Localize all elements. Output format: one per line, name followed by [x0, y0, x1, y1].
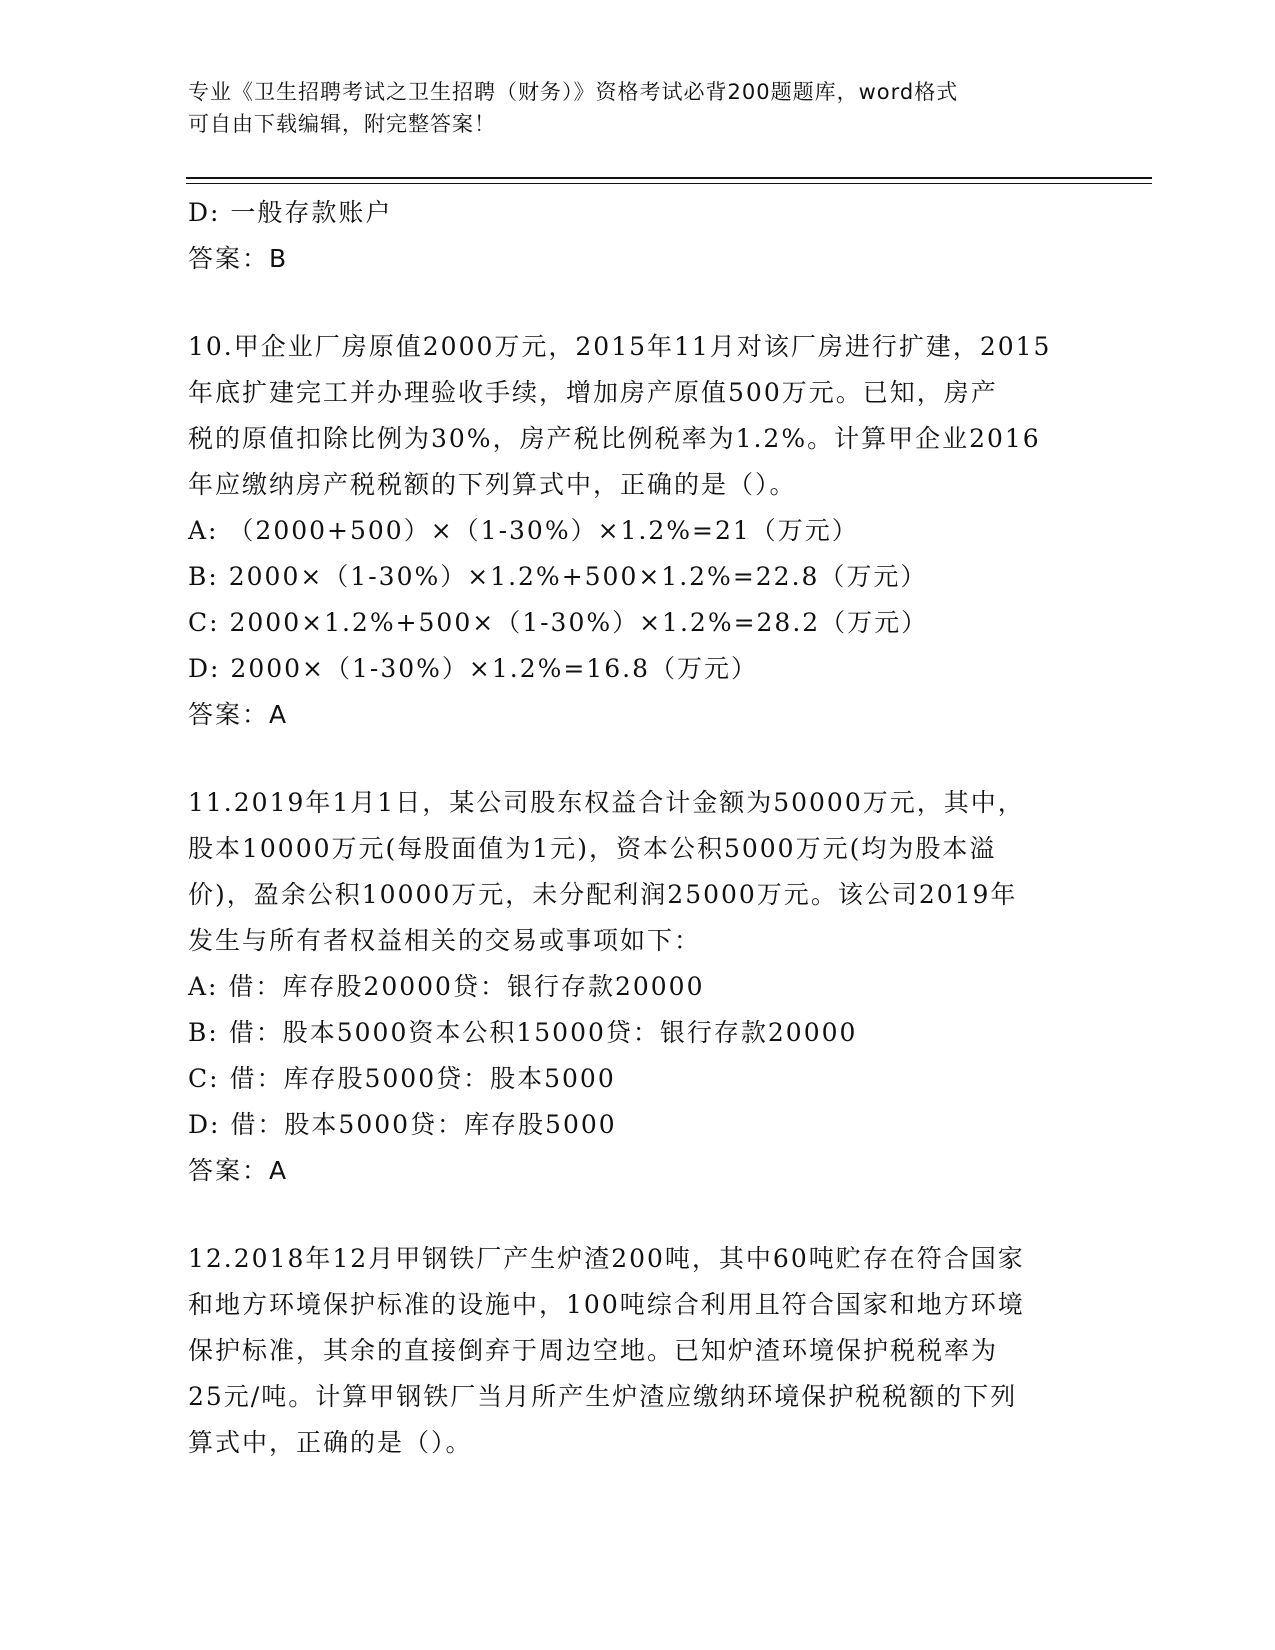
question-text-line: 保护标准，其余的直接倒弃于周边空地。已知炉渣环境保护税税率为 [188, 1336, 999, 1365]
question-text-line: 年底扩建完工并办理验收手续，增加房产原值500万元。已知，房产 [188, 378, 998, 407]
question-text-line: 年应缴纳房产税税额的下列算式中，正确的是（）。 [188, 470, 797, 499]
header-divider-thin [186, 183, 1152, 184]
header-title-line-1: 专业《卫生招聘考试之卫生招聘（财务）》资格考试必背200题题库，word格式 [188, 80, 959, 104]
option-d: D: 借：股本5000贷：库存股5000 [188, 1110, 617, 1139]
option-c: C: 借：库存股5000贷：股本5000 [188, 1064, 616, 1093]
question-text-line: 25元/吨。计算甲钢铁厂当月所产生炉渣应缴纳环境保护税税额的下列 [188, 1382, 1018, 1411]
option-d: D: 一般存款账户 [188, 198, 393, 227]
question-text-line: 12.2018年12月甲钢铁厂产生炉渣200吨，其中60吨贮存在符合国家 [188, 1244, 1025, 1273]
document-body [188, 190, 1088, 1466]
option-b: B: 2000×（1-30%）×1.2%+500×1.2%=22.8（万元） [188, 562, 928, 591]
question-10 [188, 324, 1088, 738]
question-text-line: 股本10000万元(每股面值为1元)，资本公积5000万元(均为股本溢 [188, 834, 997, 863]
question-text-line: 税的原值扣除比例为30%，房产税比例税率为1.2%。计算甲企业2016 [188, 424, 1041, 453]
page-header [188, 76, 1088, 140]
option-c: C: 2000×1.2%+500×（1-30%）×1.2%=28.2（万元） [188, 608, 929, 637]
option-d: D: 2000×（1-30%）×1.2%=16.8（万元） [188, 654, 758, 683]
header-divider-thick [186, 177, 1152, 179]
answer-line: 答案：B [188, 244, 289, 273]
question-11 [188, 780, 1088, 1194]
question-text-line: 算式中，正确的是（）。 [188, 1428, 473, 1457]
question-12 [188, 1236, 1088, 1466]
option-b: B: 借：股本5000资本公积15000贷：银行存款20000 [188, 1018, 858, 1047]
question-text-line: 价)，盈余公积10000万元，未分配利润25000万元。该公司2019年 [188, 880, 1018, 909]
option-a: A: （2000+500）×（1-30%）×1.2%=21（万元） [188, 516, 859, 545]
previous-question-tail [188, 190, 1088, 282]
answer-line: 答案：A [188, 1156, 289, 1185]
question-text-line: 和地方环境保护标准的设施中，100吨综合利用且符合国家和地方环境 [188, 1290, 1025, 1319]
question-text-line: 11.2019年1月1日，某公司股东权益合计金额为50000万元，其中， [188, 788, 1025, 817]
header-title-line-2: 可自由下载编辑，附完整答案！ [188, 112, 496, 136]
question-text-line: 10.甲企业厂房原值2000万元，2015年11月对该厂房进行扩建，2015 [188, 332, 1052, 361]
option-a: A: 借：库存股20000贷：银行存款20000 [188, 972, 705, 1001]
answer-line: 答案：A [188, 700, 289, 729]
question-text-line: 发生与所有者权益相关的交易或事项如下： [188, 926, 702, 955]
